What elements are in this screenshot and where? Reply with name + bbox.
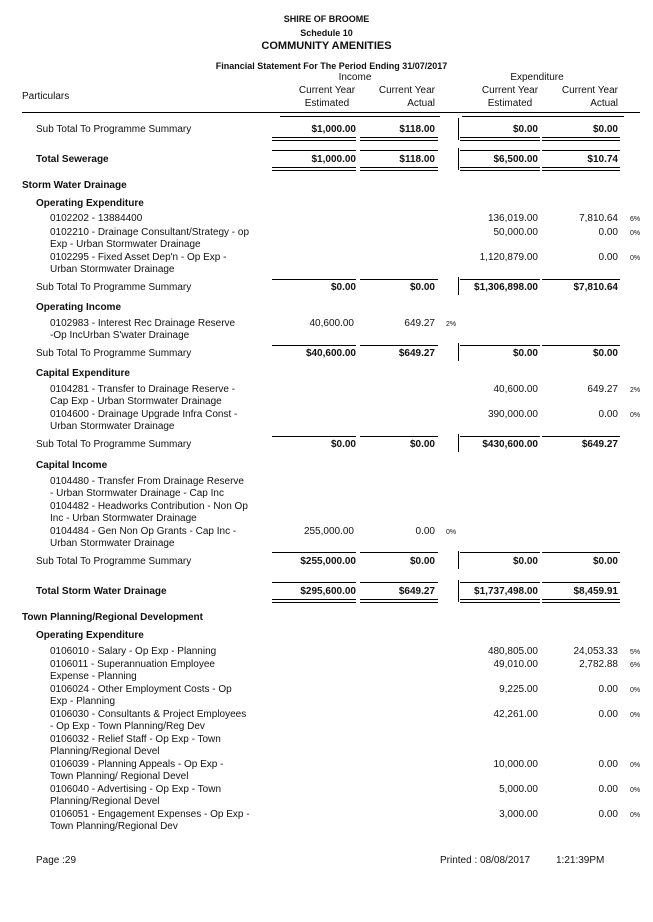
line-item-expenditure-actual: 2,782.88 [579,659,618,670]
subtotal-expenditure-actual: $649.27 [581,439,618,450]
rule [272,279,356,280]
double-rule [360,599,438,603]
column-divider [458,434,459,452]
double-rule [460,137,540,141]
line-item-label: 0102983 - Interest Rec Drainage Reserve [50,318,236,329]
subtotal-label: Sub Total To Programme Summary [36,124,192,135]
total-sewerage-expenditure-estimated: $6,500.00 [493,154,538,165]
line-item-percent: 0% [630,412,641,419]
line-item-label: 0106011 - Superannuation Employee [50,659,215,670]
line-item-label: 0106039 - Planning Appeals - Op Exp - [50,759,224,770]
line-item-expenditure-actual: 0.00 [598,759,618,770]
rule [360,582,438,583]
subtotal-label: Sub Total To Programme Summary [36,439,192,450]
total-storm-income-actual: $649.27 [398,586,435,597]
line-item-expenditure-estimated: 5,000.00 [499,784,538,795]
expenditure-actual-header-1: Current Year [561,85,618,96]
line-item-percent: 0% [630,687,641,694]
rule [272,582,356,583]
line-item-income-actual: 649.27 [404,318,435,329]
rule [542,279,620,280]
line-item-percent: 0% [446,529,457,536]
line-item-label-cont: Town Planning/Regional Dev [50,821,178,832]
total-storm-income-estimated: $295,600.00 [300,586,356,597]
line-item-income-actual: 0.00 [415,526,435,537]
rule [542,552,620,553]
line-item-label: 0104600 - Drainage Upgrade Infra Const - [50,409,238,420]
storm-capital-expenditure-title: Capital Expenditure [36,368,130,379]
total-sewerage-expenditure-actual: $10.74 [587,154,618,165]
line-item-expenditure-actual: 0.00 [598,227,618,238]
line-item-label-cont: - Op Exp - Town Planning/Reg Dev [50,721,205,732]
rule [460,582,540,583]
line-item-label-cont: Inc - Urban Stormwater Drainage [50,513,197,524]
rule [542,582,620,583]
organisation-name: SHIRE OF BROOME [283,14,370,24]
subtotal-expenditure-estimated: $430,600.00 [482,439,538,450]
subtotal-income-estimated: $255,000.00 [300,556,356,567]
line-item-expenditure-actual: 0.00 [598,684,618,695]
line-item-label-cont: Exp - Planning [50,696,116,707]
expenditure-actual-header-2: Actual [590,98,618,109]
line-item-label: 0104484 - Gen Non Op Grants - Cap Inc - [50,526,237,537]
rule [460,345,540,346]
total-sewerage-income-estimated: $1,000.00 [311,154,356,165]
expenditure-estimated-header-2: Estimated [487,98,533,109]
expenditure-rule [462,116,624,117]
rule [460,552,540,553]
rule [360,436,438,437]
double-rule [360,137,438,141]
subtotal-label: Sub Total To Programme Summary [36,348,192,359]
town-planning-section-title: Town Planning/Regional Development [22,612,203,623]
rule [272,150,356,151]
line-item-expenditure-actual: 0.00 [598,409,618,420]
line-item-expenditure-estimated: 42,261.00 [493,709,538,720]
rule [460,150,540,151]
line-item-label: 0106032 - Relief Staff - Op Exp - Town [50,734,221,745]
subtotal-income-actual: $0.00 [409,439,435,450]
page-number: Page :29 [36,855,77,866]
line-item-label-cont: Expense - Planning [50,671,137,682]
line-item-label: 0106030 - Consultants & Project Employees [50,709,247,720]
line-item-label: 0102295 - Fixed Asset Dep'n - Op Exp - [50,252,227,263]
rule [542,150,620,151]
expenditure-estimated-header-1: Current Year [481,85,539,96]
line-item-income-estimated: 40,600.00 [309,318,354,329]
line-item-label: 0104480 - Transfer From Drainage Reserve [50,476,244,487]
double-rule [542,137,620,141]
line-item-expenditure-estimated: 1,120,879.00 [479,252,538,263]
line-item-label: 0102210 - Drainage Consultant/Strategy - op [50,227,250,238]
line-item-label-cont: -Op IncUrban S'water Drainage [50,330,190,341]
income-estimated-header-2: Estimated [304,98,350,109]
line-item-percent: 5% [630,649,641,656]
line-item-percent: 0% [630,230,641,237]
line-item-expenditure-actual: 0.00 [598,809,618,820]
rule [272,552,356,553]
line-item-expenditure-estimated: 10,000.00 [493,759,538,770]
printed-time: 1:21:39PM [556,855,605,866]
line-item-label-cont: Planning/Regional Devel [50,746,160,757]
line-item-expenditure-estimated: 40,600.00 [493,384,538,395]
line-item-percent: 0% [630,712,641,719]
line-item-expenditure-estimated: 49,010.00 [493,659,538,670]
subtotal-expenditure-estimated: $0.00 [512,124,538,135]
subtotal-income-actual: $118.00 [399,124,435,135]
total-storm-water-label: Total Storm Water Drainage [36,586,167,597]
rule [460,436,540,437]
rule [360,279,438,280]
total-sewerage-income-actual: $118.00 [399,154,435,165]
column-divider [458,148,459,170]
storm-operating-income-title: Operating Income [36,302,122,313]
line-item-expenditure-estimated: 136,019.00 [487,213,538,224]
rule [360,150,438,151]
line-item-label-cont: Exp - Urban Stormwater Drainage [50,239,201,250]
line-item-expenditure-actual: 24,053.33 [573,646,618,657]
subtotal-income-estimated: $1,000.00 [311,124,356,135]
rule [542,436,620,437]
line-item-expenditure-estimated: 390,000.00 [487,409,538,420]
line-item-label-cont: Urban Stormwater Drainage [50,264,175,275]
subtotal-income-actual: $0.00 [409,556,435,567]
subtotal-label: Sub Total To Programme Summary [36,556,192,567]
total-storm-expenditure-actual: $8,459.91 [573,586,618,597]
line-item-percent: 0% [630,762,641,769]
schedule-number: Schedule 10 [300,28,353,38]
line-item-label-cont: - Urban Stormwater Drainage - Cap Inc [50,488,224,499]
double-rule [542,167,620,171]
line-item-expenditure-estimated: 9,225.00 [499,684,538,695]
rule [360,552,438,553]
double-rule [272,167,356,171]
rule [542,345,620,346]
total-sewerage-label: Total Sewerage [36,154,109,165]
total-storm-expenditure-estimated: $1,737,498.00 [474,586,538,597]
subtotal-expenditure-actual: $7,810.64 [573,282,618,293]
subtotal-expenditure-estimated: $1,306,898.00 [474,282,538,293]
line-item-percent: 6% [630,662,641,669]
column-divider [458,118,459,140]
line-item-label: 0106051 - Engagement Expenses - Op Exp - [50,809,250,820]
line-item-label: 0106010 - Salary - Op Exp - Planning [50,646,217,657]
expenditure-header: Expenditure [510,72,564,83]
storm-operating-expenditure-title: Operating Expenditure [36,198,144,209]
line-item-label: 0104482 - Headworks Contribution - Non Op [50,501,248,512]
column-divider [458,551,459,569]
subtotal-expenditure-actual: $0.00 [592,124,618,135]
line-item-percent: 0% [630,787,641,794]
double-rule [360,167,438,171]
line-item-expenditure-estimated: 50,000.00 [493,227,538,238]
printed-date: Printed : 08/08/2017 [440,855,531,866]
double-rule [272,137,356,141]
report-subtitle: Financial Statement For The Period Ending 31/07/2017 [215,61,448,71]
income-actual-header-2: Actual [407,98,435,109]
line-item-expenditure-actual: 7,810.64 [579,213,618,224]
line-item-expenditure-actual: 0.00 [598,709,618,720]
income-header: Income [338,72,372,83]
storm-capital-income-title: Capital Income [36,460,108,471]
double-rule [460,599,540,603]
line-item-label: 0106040 - Advertising - Op Exp - Town [50,784,222,795]
column-divider [458,580,459,602]
rule [272,345,356,346]
double-rule [272,599,356,603]
line-item-label: 0102202 - 13884400 [50,213,143,224]
column-divider [458,277,459,295]
particulars-header: Particulars [22,91,70,102]
rule [460,279,540,280]
report-title: COMMUNITY AMENITIES [261,40,392,52]
rule [360,345,438,346]
storm-water-section-title: Storm Water Drainage [22,180,127,191]
income-rule [280,116,440,117]
subtotal-income-estimated: $0.00 [330,282,356,293]
double-rule [542,599,620,603]
subtotal-expenditure-estimated: $0.00 [512,556,538,567]
line-item-label-cont: Urban Stormwater Drainage [50,421,175,432]
line-item-label-cont: Cap Exp - Urban Stormwater Drainage [50,396,222,407]
line-item-expenditure-actual: 0.00 [598,784,618,795]
line-item-label-cont: Planning/Regional Devel [50,796,160,807]
header-rule [22,112,640,113]
subtotal-expenditure-actual: $0.00 [592,348,618,359]
line-item-expenditure-actual: 649.27 [587,384,618,395]
double-rule [460,167,540,171]
subtotal-income-estimated: $0.00 [330,439,356,450]
line-item-percent: 2% [630,387,641,394]
subtotal-income-actual: $0.00 [409,282,435,293]
rule [272,436,356,437]
income-actual-header-1: Current Year [378,85,435,96]
subtotal-income-estimated: $40,600.00 [305,348,356,359]
column-divider [458,343,459,361]
line-item-label-cont: Town Planning/ Regional Devel [50,771,189,782]
line-item-income-estimated: 255,000.00 [303,526,354,537]
line-item-percent: 6% [630,216,641,223]
line-item-label: 0106024 - Other Employment Costs - Op [50,684,232,695]
line-item-percent: 0% [630,812,641,819]
line-item-expenditure-estimated: 3,000.00 [499,809,538,820]
subtotal-income-actual: $649.27 [398,348,435,359]
line-item-percent: 2% [446,321,457,328]
line-item-expenditure-actual: 0.00 [598,252,618,263]
line-item-label-cont: Urban Stormwater Drainage [50,538,175,549]
subtotal-label: Sub Total To Programme Summary [36,282,192,293]
town-operating-expenditure-title: Operating Expenditure [36,630,144,641]
subtotal-expenditure-estimated: $0.00 [512,348,538,359]
line-item-label: 0104281 - Transfer to Drainage Reserve - [50,384,236,395]
income-estimated-header-1: Current Year [298,85,356,96]
line-item-percent: 0% [630,255,641,262]
subtotal-expenditure-actual: $0.00 [592,556,618,567]
line-item-expenditure-estimated: 480,805.00 [487,646,538,657]
